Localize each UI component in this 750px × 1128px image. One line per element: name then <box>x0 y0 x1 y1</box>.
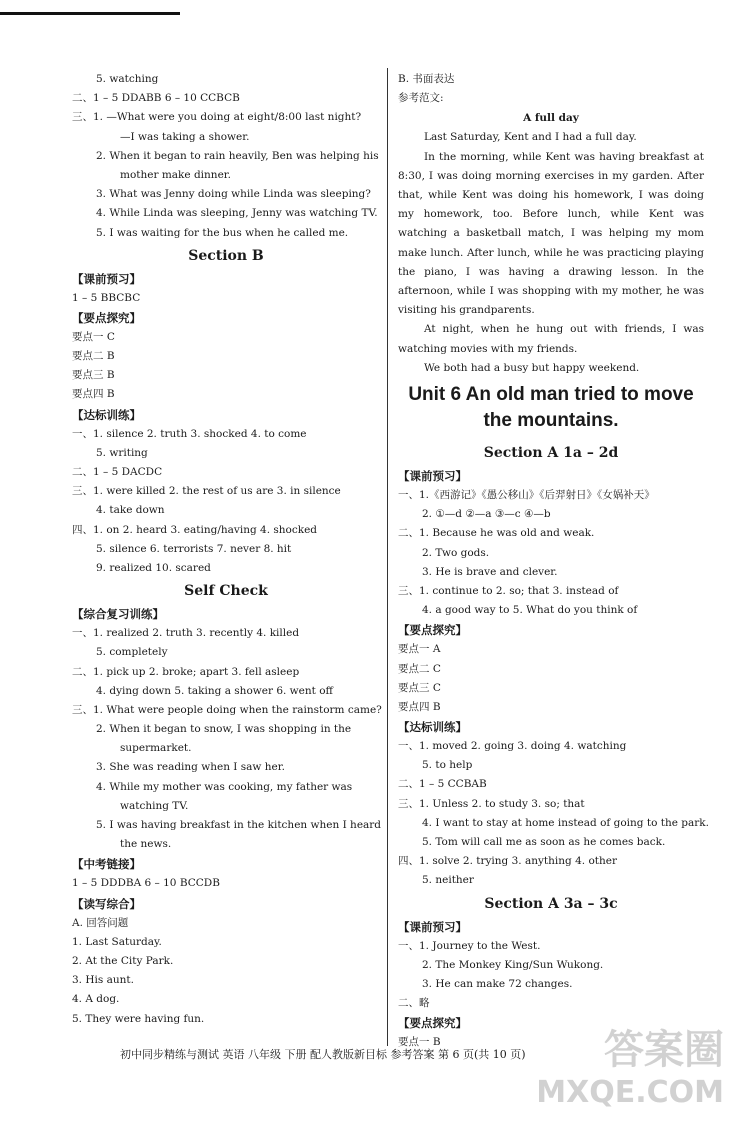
block-heading: 【课前预习】 <box>72 271 141 286</box>
answer-line: 2. At the City Park. <box>72 954 174 967</box>
section-heading: Section A 1a – 2d <box>483 445 619 462</box>
answer-line: 3. She was reading when I saw her. <box>96 761 285 774</box>
answer-line: 二、1. pick up 2. broke; apart 3. fell asleep <box>72 665 300 678</box>
answer-line: 要点一 C <box>72 330 115 343</box>
answer-line: 四、1. solve 2. trying 3. anything 4. other <box>398 855 617 868</box>
answer-line: 要点二 B <box>72 350 115 363</box>
answer-line: mother make dinner. <box>120 168 231 181</box>
block-heading: 【读写综合】 <box>72 896 141 911</box>
answer-line: watching TV. <box>120 799 189 812</box>
answer-line: 要点一 A <box>398 643 441 656</box>
answer-line: 3. What was Jenny doing while Linda was sleeping? <box>96 188 371 201</box>
answer-line: 9. realized 10. scared <box>96 561 211 574</box>
right-column <box>398 70 709 1053</box>
answer-line: 要点三 B <box>72 369 115 382</box>
answer-line: 要点一 B <box>398 1036 441 1049</box>
answer-line: 2. The Monkey King/Sun Wukong. <box>422 958 604 971</box>
section-heading: Section A 3a – 3c <box>484 895 618 912</box>
watermark-logo: 答案圈 MXQE.COM <box>536 1027 724 1110</box>
block-heading: 【中考链接】 <box>72 857 141 872</box>
unit-title: Unit 6 An old man tried to move the mountains. <box>408 384 694 432</box>
answer-line: 5. They were having fun. <box>72 1012 205 1025</box>
answer-line: 要点四 B <box>72 388 115 401</box>
answer-line: 三、1. What were people doing when the rainstorm came? <box>72 703 382 716</box>
answer-line: 二、1 – 5 DACDC <box>72 466 163 478</box>
answer-line: 三、1. Unless 2. to study 3. so; that <box>398 797 585 810</box>
answer-line: 1 – 5 DDDBA 6 – 10 BCCDB <box>72 877 220 890</box>
answer-line: 2. When it began to rain heavily, Ben was helping his <box>96 149 379 162</box>
answer-line: 3. He is brave and clever. <box>422 565 558 578</box>
answer-line: 一、1. Journey to the West. <box>398 939 541 952</box>
essay-paragraph: Last Saturday, Kent and I had a full day. <box>424 131 637 144</box>
answer-line: 三、1. continue to 2. so; that 3. instead of <box>398 584 619 597</box>
answer-line: 2. Two gods. <box>422 546 490 559</box>
answer-line: 参考范文: <box>398 92 444 105</box>
block-heading: 【要点探究】 <box>72 310 141 325</box>
answer-line: 2. When it began to snow, I was shopping in the <box>96 723 352 736</box>
left-column <box>72 70 380 1029</box>
answer-line: 5. silence 6. terrorists 7. never 8. hit <box>96 542 292 555</box>
answer-line: 要点二 C <box>398 662 441 675</box>
essay-paragraph: At night, when he hung out with friends, I was watching movies with my friends. <box>398 323 704 355</box>
answer-line: 3. His aunt. <box>72 974 134 987</box>
answer-line: 5. neither <box>422 874 474 887</box>
writing-section-header <box>398 70 704 128</box>
answer-line: 4. I want to stay at home instead of going to the park. <box>422 816 709 829</box>
answer-line: 5. watching <box>96 73 159 85</box>
column-divider <box>387 68 388 1046</box>
answer-line: 三、1. —What were you doing at eight/8:00 last night? <box>72 111 362 124</box>
block-heading: 【达标训练】 <box>72 407 141 422</box>
answer-line: A. 回答问题 <box>72 916 129 929</box>
block-heading: 【课前预习】 <box>398 469 467 484</box>
block-heading: 【要点探究】 <box>398 1016 467 1031</box>
model-essay <box>398 128 704 378</box>
answer-line: 一、1. moved 2. going 3. doing 4. watching <box>398 740 627 753</box>
essay-paragraph: We both had a busy but happy weekend. <box>424 361 640 374</box>
answer-line: 5. completely <box>96 646 168 659</box>
answer-line: 一、1. realized 2. truth 3. recently 4. killed <box>72 627 300 640</box>
answer-line: the news. <box>120 838 172 851</box>
answer-line: 三、1. were killed 2. the rest of us are 3. in silence <box>72 485 341 498</box>
answer-line: supermarket. <box>120 742 192 755</box>
essay-paragraph: In the morning, while Kent was having breakfast at 8:30, I was doing morning exercises in my garden. After that, while Kent was doing his homework, I was doing my homework, too. Before lunch, while Kent was watching a basketball match, I was helping my mom make lunch. After lunch, while he was practicing playing the piano, I was having a drawing lesson. In the afternoon, while I was shopping with my mother, he was visiting his grandparents. <box>398 150 704 317</box>
answer-line: 4. A dog. <box>72 993 120 1006</box>
section-heading: Self Check <box>184 583 268 600</box>
answer-line: 5. to help <box>422 759 473 772</box>
answer-line: 二、1 – 5 CCBAB <box>398 778 487 791</box>
block-heading: 【达标训练】 <box>398 720 467 735</box>
block-heading: 【要点探究】 <box>398 623 467 638</box>
answer-line: 5. I was waiting for the bus when he called me. <box>96 226 349 239</box>
answer-line: 要点四 B <box>398 700 441 713</box>
top-rule <box>0 12 180 15</box>
answer-line: 1 – 5 BBCBC <box>72 291 141 304</box>
unit-6-answers <box>398 440 709 1053</box>
answer-line: 5. writing <box>96 446 148 459</box>
block-heading: 【综合复习训练】 <box>72 607 164 622</box>
answer-line: A full day <box>523 112 579 125</box>
answer-line: 二、1. Because he was old and weak. <box>398 527 595 540</box>
answer-line: 5. Tom will call me as soon as he comes back. <box>422 836 666 849</box>
answer-line: —I was taking a shower. <box>120 130 250 143</box>
answer-line: 2. ①—d ②—a ③—c ④—b <box>422 508 551 521</box>
page-footer: 初中同步精练与测试 英语 八年级 下册 配人教版新目标 参考答案 第 6 页(共 10 页) <box>120 1048 526 1061</box>
answer-line: 3. He can make 72 changes. <box>422 977 573 990</box>
answer-line: 一、1.《西游记》《愚公移山》《后羿射日》《女娲补天》 <box>398 489 655 502</box>
answer-line: 4. dying down 5. taking a shower 6. went off <box>96 684 333 697</box>
answer-line: 5. I was having breakfast in the kitchen when I heard <box>96 819 382 831</box>
answer-line: B. 书面表达 <box>398 73 455 85</box>
answer-line: 4. While Linda was sleeping, Jenny was watching TV. <box>96 207 378 220</box>
answer-line: 要点三 C <box>398 681 441 694</box>
answer-line: 4. a good way to 5. What do you think of <box>422 604 638 617</box>
answer-line: 四、1. on 2. heard 3. eating/having 4. shocked <box>72 523 318 536</box>
answer-line: 二、1 – 5 DDABB 6 – 10 CCBCB <box>72 92 240 105</box>
answer-line: 一、1. silence 2. truth 3. shocked 4. to come <box>72 427 307 440</box>
answer-line: 二、略 <box>398 997 430 1010</box>
answer-line: 1. Last Saturday. <box>72 935 162 948</box>
section-heading: Section B <box>188 247 264 264</box>
answer-line: 4. While my mother was cooking, my father was <box>96 780 353 793</box>
block-heading: 【课前预习】 <box>398 919 467 934</box>
answer-line: 4. take down <box>96 504 165 517</box>
